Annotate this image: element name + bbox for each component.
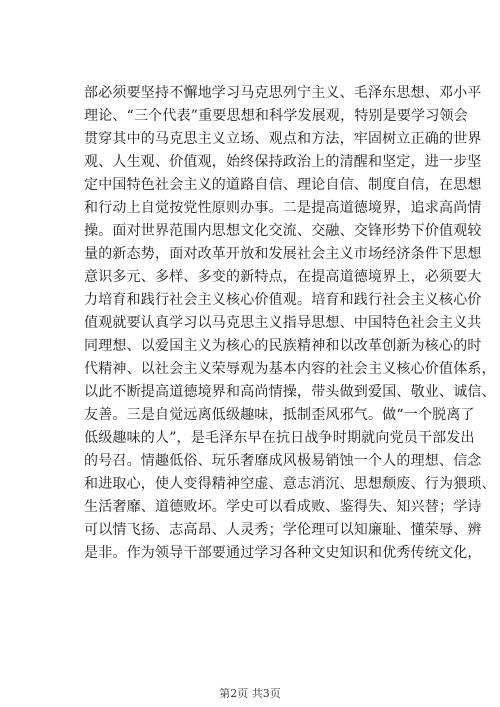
text-line: 操。面对世界范围内思想文化交流、交融、交锋形势下价值观较 xyxy=(84,223,482,239)
text-line: 友善。三是自觉远离低级趣味，抵制歪风邪气。做“一个脱离了 xyxy=(84,407,475,423)
body-text xyxy=(84,82,496,565)
text-line: 生活奢靡、道德败坏。学史可以看成败、鉴得失、知兴替；学诗 xyxy=(84,499,482,515)
text-line: 定中国特色社会主义的道路自信、理论自信、制度自信，在思想 xyxy=(84,177,482,193)
text-line: 是非。作为领导干部要通过学习各种文史知识和优秀传统文化， xyxy=(84,545,482,561)
text-line: 可以情飞扬、志高昂、人灵秀；学伦理可以知廉耻、懂荣辱、辨 xyxy=(84,522,482,538)
text-line: 以此不断提高道德境界和高尚情操，带头做到爱国、敬业、诚信、 xyxy=(84,384,496,400)
text-line: 值观就要认真学习以马克思主义指导思想、中国特色社会主义共 xyxy=(84,315,482,331)
text-line: 观、人生观、价值观，始终保持政治上的清醒和坚定，进一步坚 xyxy=(84,154,482,170)
text-line: 和行动上自觉按党性原则办事。二是提高道德境界，追求高尚情 xyxy=(84,200,482,216)
text-line: 低级趣味的人”，是毛泽东早在抗日战争时期就向党员干部发出 xyxy=(84,430,475,446)
text-line: 力培育和践行社会主义核心价值观。培育和践行社会主义核心价 xyxy=(84,292,482,308)
text-line: 和进取心，使人变得精神空虚、意志消沉、思想颓废、行为猥琐、 xyxy=(84,476,496,492)
text-line: 量的新态势，面对改革开放和发展社会主义市场经济条件下思想 xyxy=(84,246,482,262)
text-line: 的号召。情趣低俗、玩乐奢靡成风极易销蚀一个人的理想、信念 xyxy=(84,453,482,469)
text-line: 贯穿其中的马克思主义立场、观点和方法，牢固树立正确的世界 xyxy=(84,131,482,147)
page-footer: 第2页 共3页 xyxy=(219,687,281,700)
text-line: 部必须要坚持不懈地学习马克思列宁主义、毛泽东思想、邓小平 xyxy=(84,85,482,101)
text-line: 同理想、以爱国主义为核心的民族精神和以改革创新为核心的时 xyxy=(84,338,482,354)
text-line: 意识多元、多样、多变的新特点，在提高道德境界上，必须要大 xyxy=(84,269,482,285)
text-line: 代精神、以社会主义荣辱观为基本内容的社会主义核心价值体系， xyxy=(84,361,496,377)
text-line: 理论、“三个代表”重要思想和科学发展观，特别是要学习领会 xyxy=(84,108,468,124)
